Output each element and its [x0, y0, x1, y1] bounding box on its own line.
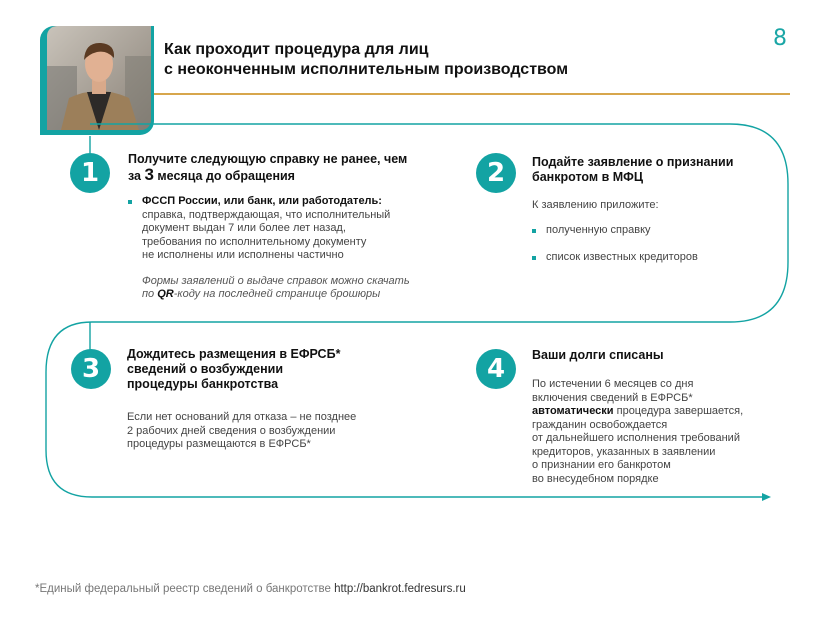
step-2-title-line-2: банкротом в МФЦ: [532, 170, 643, 184]
step-3-number: 3: [71, 349, 111, 389]
step-1-body: [128, 195, 448, 302]
step-3-title-line: сведений о возбуждении: [127, 362, 284, 376]
step-3-body-line: 2 рабочих дней сведения о возбуждении: [127, 424, 336, 437]
page-number: 8: [773, 26, 787, 51]
step-2-item: список известных кредиторов: [532, 251, 772, 265]
step-3-body: [127, 411, 417, 452]
step-4-title: Ваши долги списаны: [532, 348, 664, 362]
step-3-title-line: Дождитесь размещения в ЕФРСБ*: [127, 347, 341, 361]
step-1-note: [128, 275, 448, 302]
step-3-body-line: процедуры размещаются в ЕФРСБ*: [127, 438, 311, 450]
step-2-number: 2: [476, 153, 516, 193]
step-4-body-line: от дальнейшего исполнения требований: [532, 432, 740, 444]
step-4-body-line: [532, 405, 802, 419]
step-1-note-pre: по: [142, 288, 158, 300]
step-1-note-qr: QR: [157, 288, 174, 300]
title-line-2: с неоконченным исполнительным производством: [164, 61, 569, 78]
step-4-body-line: включения сведений в ЕФРСБ*: [532, 391, 693, 404]
step-1-note-line-1: Формы заявлений о выдаче справок можно скачать: [142, 274, 410, 287]
step-1-bullet-line: требования по исполнительному документу: [142, 235, 367, 248]
step-1-title: [128, 152, 418, 184]
footnote-url: http://bankrot.fedresurs.ru: [334, 583, 466, 595]
step-4-body-rest: процедура завершается,: [613, 405, 744, 417]
step-1-number: 1: [70, 153, 110, 193]
step-2-body: [532, 199, 772, 265]
step-1-bullet-bold: ФССП России, или банк, или работодатель:: [142, 195, 382, 207]
step-1-note-post: -коду на последней странице брошюры: [173, 288, 381, 300]
step-4-body-line: гражданин освобождается: [532, 418, 668, 431]
step-3-title: [127, 347, 387, 392]
step-3-body-line: Если нет оснований для отказа – не позднее: [127, 411, 357, 423]
step-2-title: [532, 155, 772, 185]
step-4-number: 4: [476, 349, 516, 389]
step-1-bullet: [128, 195, 448, 263]
step-1-note-line-2: [142, 288, 448, 302]
step-4-body-line: кредиторов, указанных в заявлении: [532, 445, 716, 458]
step-2-item: полученную справку: [532, 224, 772, 238]
step-1-title-post: месяца до обращения: [153, 169, 295, 183]
title-line-1: Как проходит процедура для лиц: [164, 41, 429, 58]
step-1-title-number: 3: [144, 165, 154, 184]
footnote: [35, 583, 466, 595]
step-4-body-line: По истечении 6 месяцев со дня: [532, 378, 694, 390]
step-4-body-bold: автоматически: [532, 405, 614, 417]
footnote-text: *Единый федеральный реестр сведений о банкротстве: [35, 583, 335, 595]
step-1-title-pre: Получите следующую справку не ранее, чем за: [128, 152, 408, 183]
step-1-bullet-line: документ выдан 7 или более лет назад,: [142, 222, 346, 234]
arrow-head-icon: [762, 493, 771, 501]
step-4-body-line: о признании его банкротом: [532, 459, 671, 471]
step-1-bullet-line: справка, подтверждающая, что исполнительный: [142, 208, 391, 221]
step-1-bullet-line: не исполнены или исполнены частично: [142, 249, 344, 261]
step-3-title-line: процедуры банкротства: [127, 377, 279, 391]
step-4-body-line: во внесудебном порядке: [532, 472, 659, 485]
step-4-body: [532, 378, 802, 486]
step-2-title-line-1: Подайте заявление о признании: [532, 155, 734, 169]
step-2-intro: К заявлению приложите:: [532, 199, 659, 211]
